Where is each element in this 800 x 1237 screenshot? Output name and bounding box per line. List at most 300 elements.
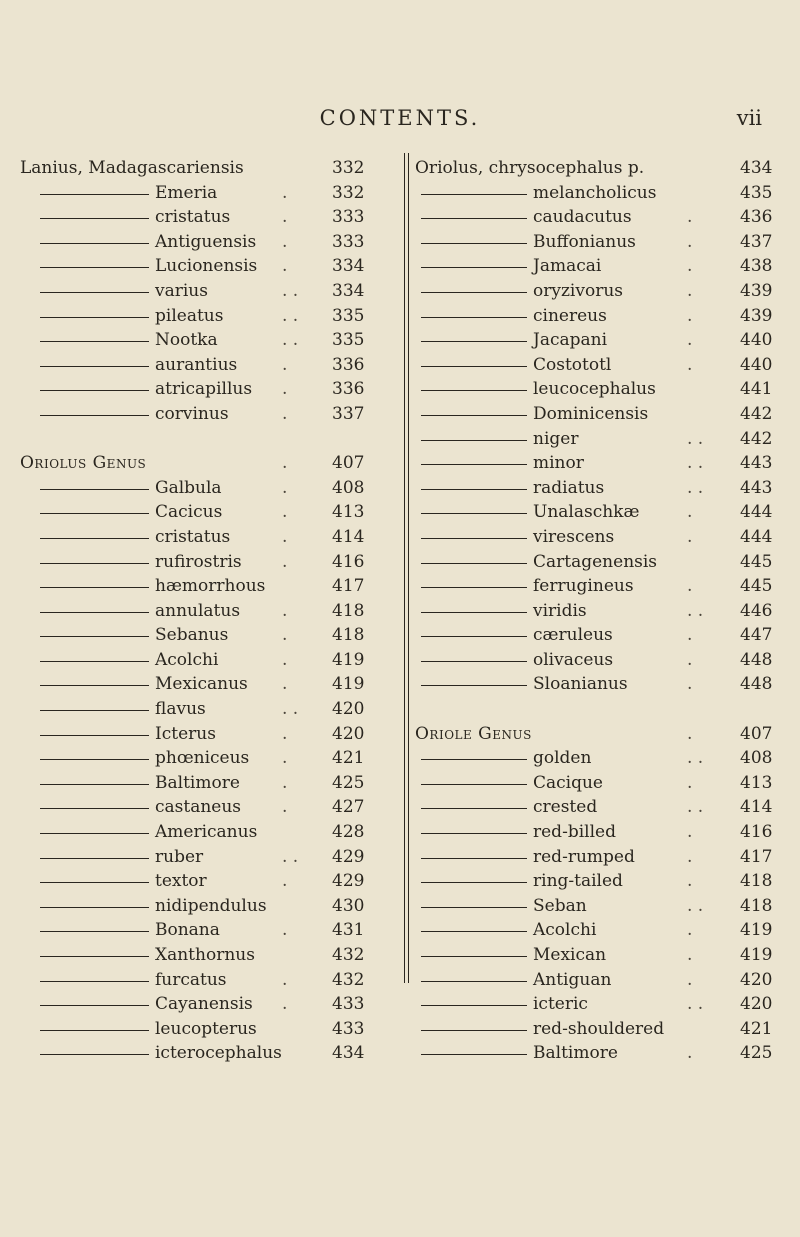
entry-page-number: 417	[740, 846, 773, 867]
leader-dots: .	[687, 354, 693, 375]
contents-entry	[415, 231, 795, 256]
contents-entry	[415, 526, 795, 551]
ditto-rule	[40, 366, 149, 367]
entry-page-number: 336	[332, 379, 365, 400]
contents-entry	[20, 280, 400, 305]
ditto-rule	[40, 858, 149, 859]
leader-dots: .	[282, 231, 288, 252]
leader-dots: .	[282, 182, 288, 203]
contents-entry	[20, 526, 400, 551]
entry-page-number: 332	[332, 158, 365, 178]
ditto-rule	[421, 1005, 527, 1006]
entry-page-number: 335	[332, 330, 365, 351]
contents-entry	[415, 378, 795, 403]
entry-page-number: 428	[332, 822, 365, 843]
ditto-rule	[421, 1030, 527, 1031]
entry-page-number: 437	[740, 231, 773, 252]
entry-page-number: 418	[740, 871, 773, 892]
entry-name: ring-tailed	[533, 871, 623, 892]
contents-entry	[20, 673, 400, 698]
entry-name: Oriolus Genus	[20, 453, 147, 474]
contents-entry	[415, 452, 795, 477]
entry-page-number: 438	[740, 256, 773, 277]
entry-name: Baltimore	[533, 1043, 618, 1064]
leader-dots: .	[687, 231, 693, 252]
entry-page-number: 337	[332, 403, 365, 424]
contents-entry	[20, 182, 400, 207]
contents-column-left	[20, 157, 400, 1067]
leader-dots: . .	[687, 477, 704, 498]
contents-entry	[20, 305, 400, 330]
leader-dots: .	[687, 945, 693, 965]
entry-name: Jacapani	[533, 330, 608, 351]
contents-entry	[20, 403, 400, 428]
entry-name: golden	[533, 748, 592, 769]
entry-name: Antiguensis	[155, 231, 257, 252]
leader-dots: . .	[282, 699, 299, 720]
leader-dots: .	[687, 846, 693, 867]
contents-entry	[415, 796, 795, 821]
ditto-rule	[421, 685, 527, 686]
contents-entry	[20, 796, 400, 821]
contents-entry	[20, 354, 400, 379]
entry-name: Mexican	[533, 945, 607, 965]
ditto-rule	[421, 513, 527, 514]
contents-entry	[20, 747, 400, 772]
leader-dots: .	[282, 526, 288, 547]
ditto-rule	[421, 882, 527, 883]
ditto-rule	[421, 243, 527, 244]
entry-page-number: 407	[332, 453, 365, 474]
leader-dots: .	[282, 453, 288, 474]
ditto-rule	[40, 636, 149, 637]
leader-dots: .	[282, 256, 288, 277]
leader-dots: .	[282, 403, 288, 424]
entry-name: nidipendulus	[155, 895, 267, 916]
entry-name: Cacicus	[155, 502, 223, 523]
contents-entry	[415, 870, 795, 895]
contents-entry	[20, 723, 400, 748]
contents-entry	[415, 354, 795, 379]
entry-name: phœniceus	[155, 748, 250, 769]
entry-page-number: 418	[740, 895, 773, 916]
contents-entry	[415, 600, 795, 625]
contents-entry	[415, 305, 795, 330]
leader-dots: . .	[687, 797, 704, 818]
ditto-rule	[421, 636, 527, 637]
contents-entry	[20, 255, 400, 280]
ditto-rule	[40, 415, 149, 416]
section-gap	[20, 428, 400, 453]
contents-entry	[415, 477, 795, 502]
leader-dots: .	[282, 354, 288, 375]
entry-page-number: 332	[332, 182, 365, 203]
entry-page-number: 433	[332, 1018, 365, 1039]
ditto-rule	[40, 956, 149, 957]
ditto-rule	[421, 587, 527, 588]
leader-dots: . .	[687, 600, 704, 621]
contents-entry	[415, 944, 795, 969]
contents-entry	[415, 206, 795, 231]
ditto-rule	[40, 759, 149, 760]
entry-page-number: 421	[332, 748, 365, 769]
contents-entry	[415, 428, 795, 453]
entry-name: Oriolus, chrysocephalus p.	[415, 158, 645, 178]
section-gap	[415, 698, 795, 723]
ditto-rule	[40, 513, 149, 514]
ditto-rule	[421, 464, 527, 465]
entry-name: Antiguan	[533, 969, 612, 990]
entry-name: textor	[155, 871, 207, 892]
entry-name: Mexicanus	[155, 674, 248, 695]
entry-page-number: 435	[740, 182, 773, 203]
leader-dots: .	[282, 994, 288, 1015]
ditto-rule	[40, 612, 149, 613]
entry-name: cristatus	[155, 526, 231, 547]
entry-name: Cartagenensis	[533, 551, 658, 572]
ditto-rule	[40, 563, 149, 564]
entry-name: Sloanianus	[533, 674, 628, 695]
entry-name: icteric	[533, 994, 588, 1015]
entry-name: furcatus	[155, 969, 227, 990]
ditto-rule	[421, 784, 527, 785]
contents-entry	[20, 993, 400, 1018]
entry-name: ruber	[155, 846, 204, 867]
contents-entry	[415, 993, 795, 1018]
entry-page-number: 421	[740, 1018, 773, 1039]
entry-page-number: 443	[740, 453, 773, 474]
leader-dots: .	[687, 674, 693, 695]
contents-entry	[415, 747, 795, 772]
entry-name: Baltimore	[155, 772, 240, 793]
contents-entry	[20, 870, 400, 895]
contents-entry	[20, 575, 400, 600]
entry-page-number: 414	[332, 526, 365, 547]
entry-name: leucocephalus	[533, 379, 656, 400]
leader-dots: .	[282, 920, 288, 941]
entry-page-number: 335	[332, 305, 365, 326]
leader-dots: . .	[687, 748, 704, 769]
ditto-rule	[421, 267, 527, 268]
ditto-rule	[421, 415, 527, 416]
entry-name: rufirostris	[155, 551, 242, 572]
leader-dots: .	[687, 526, 693, 547]
ditto-rule	[40, 735, 149, 736]
ditto-rule	[421, 833, 527, 834]
entry-name: niger	[533, 428, 579, 449]
contents-entry	[20, 649, 400, 674]
entry-page-number: 425	[332, 772, 365, 793]
entry-page-number: 448	[740, 674, 773, 695]
contents-entry	[415, 329, 795, 354]
ditto-rule	[421, 981, 527, 982]
entry-page-number: 419	[332, 649, 365, 670]
ditto-rule	[421, 808, 527, 809]
ditto-rule	[421, 489, 527, 490]
leader-dots: .	[687, 305, 693, 326]
entry-page-number: 432	[332, 969, 365, 990]
leader-dots: . .	[687, 428, 704, 449]
ditto-rule	[40, 981, 149, 982]
entry-name: Lanius, Madagascariensis	[20, 158, 244, 178]
contents-entry	[415, 501, 795, 526]
entry-name: red-billed	[533, 822, 616, 843]
entry-page-number: 334	[332, 256, 365, 277]
entry-name: Cayanensis	[155, 994, 253, 1015]
entry-name: Icterus	[155, 723, 216, 744]
entry-name: crested	[533, 797, 598, 818]
entry-name: Acolchi	[155, 649, 219, 670]
contents-entry	[20, 206, 400, 231]
ditto-rule	[40, 931, 149, 932]
entry-page-number: 418	[332, 625, 365, 646]
ditto-rule	[421, 931, 527, 932]
ditto-rule	[421, 341, 527, 342]
entry-name: hæmorrhous	[155, 576, 266, 597]
entry-name: Emeria	[155, 182, 218, 203]
leader-dots: .	[687, 772, 693, 793]
entry-name: Nootka	[155, 330, 218, 351]
entry-name: atricapillus	[155, 379, 253, 400]
leader-dots: . .	[282, 305, 299, 326]
ditto-rule	[40, 808, 149, 809]
ditto-rule	[421, 390, 527, 391]
leader-dots: .	[282, 625, 288, 646]
entry-page-number: 445	[740, 551, 773, 572]
leader-dots: .	[687, 280, 693, 301]
contents-entry	[415, 969, 795, 994]
leader-dots: .	[282, 723, 288, 744]
entry-name: red-rumped	[533, 846, 635, 867]
entry-page-number: 442	[740, 403, 773, 424]
entry-page-number: 439	[740, 280, 773, 301]
entry-name: viridis	[533, 600, 587, 621]
contents-entry	[415, 673, 795, 698]
leader-dots: .	[282, 379, 288, 400]
leader-dots: . .	[687, 895, 704, 916]
contents-entry	[415, 895, 795, 920]
entry-name: minor	[533, 453, 584, 474]
leader-dots: .	[687, 649, 693, 670]
entry-page-number: 420	[740, 969, 773, 990]
entry-name: annulatus	[155, 600, 241, 621]
contents-entry	[415, 575, 795, 600]
entry-name: Sebanus	[155, 625, 229, 646]
entry-name: cristatus	[155, 207, 231, 228]
leader-dots: .	[282, 748, 288, 769]
entry-name: Unalaschkæ	[533, 502, 640, 523]
contents-heading-row	[415, 157, 795, 182]
entry-page-number: 416	[740, 822, 773, 843]
ditto-rule	[40, 685, 149, 686]
ditto-rule	[421, 956, 527, 957]
leader-dots: .	[687, 625, 693, 646]
entry-page-number: 439	[740, 305, 773, 326]
contents-heading-row	[20, 452, 400, 477]
contents-entry	[20, 501, 400, 526]
leader-dots: .	[282, 649, 288, 670]
ditto-rule	[421, 661, 527, 662]
entry-name: Galbula	[155, 477, 222, 498]
ditto-rule	[40, 1054, 149, 1055]
entry-name: Xanthornus	[155, 945, 255, 965]
contents-entry	[20, 1018, 400, 1043]
entry-name: Oriole Genus	[415, 723, 532, 744]
leader-dots: .	[282, 502, 288, 523]
leader-dots: .	[687, 502, 693, 523]
ditto-rule	[421, 440, 527, 441]
ditto-rule	[421, 194, 527, 195]
contents-entry	[20, 821, 400, 846]
contents-entry	[20, 969, 400, 994]
ditto-rule	[421, 366, 527, 367]
entry-page-number: 434	[740, 158, 773, 178]
ditto-rule	[421, 292, 527, 293]
leader-dots: .	[282, 772, 288, 793]
contents-entry	[20, 698, 400, 723]
entry-page-number: 414	[740, 797, 773, 818]
entry-page-number: 443	[740, 477, 773, 498]
ditto-rule	[40, 661, 149, 662]
ditto-rule	[40, 784, 149, 785]
contents-entry	[20, 895, 400, 920]
entry-page-number: 440	[740, 354, 773, 375]
entry-page-number: 419	[740, 920, 773, 941]
contents-entry	[20, 772, 400, 797]
contents-column-right	[415, 157, 795, 1067]
contents-entry	[415, 1042, 795, 1067]
leader-dots: .	[687, 1043, 693, 1064]
ditto-rule	[40, 218, 149, 219]
entry-name: melancholicus	[533, 182, 657, 203]
ditto-rule	[40, 317, 149, 318]
entry-page-number: 417	[332, 576, 365, 597]
entry-page-number: 441	[740, 379, 773, 400]
entry-name: icterocephalus	[155, 1043, 282, 1064]
entry-page-number: 336	[332, 354, 365, 375]
contents-entry	[20, 919, 400, 944]
entry-page-number: 446	[740, 600, 773, 621]
entry-page-number: 420	[740, 994, 773, 1015]
leader-dots: .	[687, 330, 693, 351]
leader-dots: .	[282, 600, 288, 621]
leader-dots: .	[282, 674, 288, 695]
contents-entry	[20, 477, 400, 502]
entry-page-number: 334	[332, 280, 365, 301]
contents-entry	[20, 329, 400, 354]
ditto-rule	[40, 907, 149, 908]
contents-entry	[20, 378, 400, 403]
entry-name: Americanus	[155, 822, 258, 843]
contents-entry	[415, 255, 795, 280]
entry-page-number: 431	[332, 920, 365, 941]
contents-heading-row	[415, 723, 795, 748]
leader-dots: .	[282, 551, 288, 572]
leader-dots: . .	[687, 453, 704, 474]
ditto-rule	[40, 710, 149, 711]
leader-dots: .	[687, 256, 693, 277]
entry-page-number: 419	[332, 674, 365, 695]
ditto-rule	[421, 563, 527, 564]
ditto-rule	[40, 267, 149, 268]
ditto-rule	[40, 489, 149, 490]
ditto-rule	[40, 833, 149, 834]
contents-entry	[415, 551, 795, 576]
contents-entry	[415, 624, 795, 649]
entry-name: varius	[155, 280, 208, 301]
column-rule-1	[404, 153, 405, 983]
leader-dots: .	[687, 723, 693, 744]
entry-name: Dominicensis	[533, 403, 649, 424]
contents-entry	[415, 1018, 795, 1043]
entry-name: Acolchi	[533, 920, 597, 941]
leader-dots: .	[687, 207, 693, 228]
entry-page-number: 420	[332, 723, 365, 744]
contents-entry	[20, 231, 400, 256]
ditto-rule	[40, 587, 149, 588]
entry-page-number: 429	[332, 871, 365, 892]
ditto-rule	[421, 612, 527, 613]
entry-name: caudacutus	[533, 207, 632, 228]
ditto-rule	[40, 341, 149, 342]
entry-page-number: 408	[740, 748, 773, 769]
ditto-rule	[40, 538, 149, 539]
leader-dots: .	[282, 969, 288, 990]
entry-page-number: 448	[740, 649, 773, 670]
ditto-rule	[421, 907, 527, 908]
ditto-rule	[40, 1030, 149, 1031]
page-title: CONTENTS.	[319, 106, 481, 130]
contents-entry	[20, 944, 400, 969]
entry-page-number: 408	[332, 477, 365, 498]
ditto-rule	[421, 317, 527, 318]
entry-page-number: 433	[332, 994, 365, 1015]
page-number: vii	[736, 106, 762, 130]
ditto-rule	[421, 218, 527, 219]
contents-entry	[415, 919, 795, 944]
contents-entry	[415, 280, 795, 305]
ditto-rule	[421, 538, 527, 539]
entry-page-number: 333	[332, 207, 365, 228]
ditto-rule	[40, 1005, 149, 1006]
leader-dots: . .	[282, 846, 299, 867]
ditto-rule	[40, 194, 149, 195]
entry-page-number: 418	[332, 600, 365, 621]
entry-name: Buffonianus	[533, 231, 636, 252]
entry-name: flavus	[155, 699, 206, 720]
entry-name: pileatus	[155, 305, 224, 326]
entry-name: cæruleus	[533, 625, 613, 646]
entry-name: corvinus	[155, 403, 229, 424]
entry-name: Seban	[533, 895, 587, 916]
entry-page-number: 416	[332, 551, 365, 572]
contents-entry	[415, 772, 795, 797]
ditto-rule	[40, 292, 149, 293]
contents-entry	[20, 1042, 400, 1067]
entry-name: virescens	[533, 526, 615, 547]
contents-entry	[415, 182, 795, 207]
leader-dots: .	[687, 969, 693, 990]
contents-entry	[20, 846, 400, 871]
leader-dots: .	[282, 871, 288, 892]
contents-entry	[20, 551, 400, 576]
entry-page-number: 420	[332, 699, 365, 720]
entry-name: radiatus	[533, 477, 605, 498]
entry-page-number: 436	[740, 207, 773, 228]
entry-name: Costototl	[533, 354, 612, 375]
entry-page-number: 444	[740, 526, 773, 547]
page-header	[0, 106, 800, 146]
